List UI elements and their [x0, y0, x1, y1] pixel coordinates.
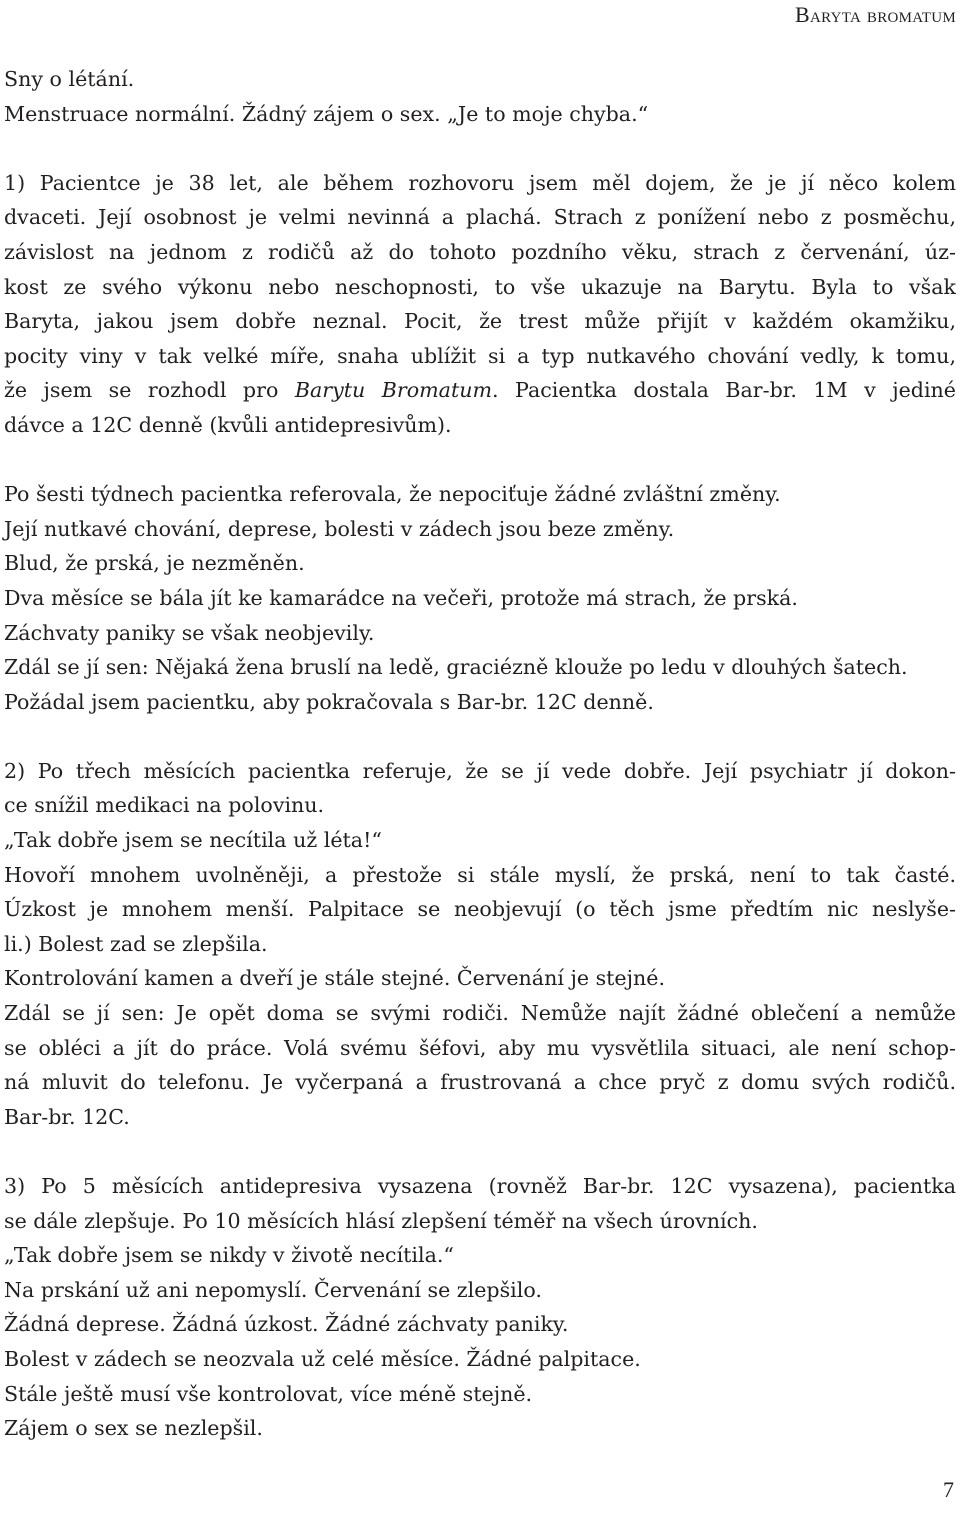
text-line: dávce a 12C denně (kvůli antidepresivům).: [4, 412, 452, 437]
running-header: Baryta bromatum: [795, 2, 956, 27]
text-line: ná mluvit do telefonu. Je vyčerpaná a frustrovaná a chce pryč z domu svých rodičů.: [4, 1070, 956, 1095]
text-line: Zdál se jí sen: Je opět doma se svými rodiči. Nemůže najít žádné oblečení a nemůže: [4, 1001, 956, 1026]
text-line: ce snížil medikaci na polovinu.: [4, 793, 325, 818]
page-number: 7: [943, 1477, 954, 1502]
document-body: [4, 62, 956, 1446]
paragraph-gap: [4, 1134, 956, 1169]
paragraph-gap: [4, 719, 956, 754]
text-line: Požádal jsem pacientku, aby pokračovala s Bar-br. 12C denně.: [4, 689, 654, 714]
remedy-line-before: že jsem se rozhodl pro: [4, 378, 295, 403]
text-line: Hovoří mnohem uvolněněji, a přestože si stále myslí, že prská, není to tak časté.: [4, 862, 956, 887]
quote-line: „Tak dobře jsem se necítila už léta!“: [4, 828, 382, 853]
text-line: dvaceti. Její osobnost je velmi nevinná a plachá. Strach z ponížení nebo z posměchu,: [4, 205, 956, 230]
text-line: Kontrolování kamen a dveří je stále stejné. Červenání je stejné.: [4, 966, 665, 991]
remedy-line-after: . Pacientka dostala Bar-br. 1M v jediné: [492, 378, 956, 403]
text-line: pocity viny v tak velké míře, snaha ublížit si a typ nutkavého chování vedly, k tomu,: [4, 343, 956, 368]
quote-line: „Tak dobře jsem se nikdy v životě necítila.“: [4, 1243, 454, 1268]
text-line: Zdál se jí sen: Nějaká žena bruslí na ledě, graciézně klouže po ledu v dlouhých šatech.: [4, 655, 908, 680]
case-1-section: [4, 166, 956, 443]
text-line: Bar-br. 12C.: [4, 1104, 130, 1129]
text-line: Úzkost je mnohem menší. Palpitace se neobjevují (o těch jsme předtím nic neslyše-: [4, 897, 956, 922]
text-line: závislost na jednom z rodičů až do tohoto pozdního věku, strach z červenání, úz-: [4, 239, 956, 264]
text-line: Po šesti týdnech pacientka referovala, že nepociťuje žádné zvláštní změny.: [4, 482, 781, 507]
text-line: li.) Bolest zad se zlepšila.: [4, 931, 268, 956]
text-line: se dále zlepšuje. Po 10 měsících hlásí zlepšení téměř na všech úrovních.: [4, 1208, 758, 1233]
paragraph-gap: [4, 131, 956, 166]
intro-section: [4, 62, 956, 131]
paragraph-gap: [4, 443, 956, 478]
text-line: Blud, že prská, je nezměněn.: [4, 551, 305, 576]
text-line: Zájem o sex se nezlepšil.: [4, 1416, 263, 1441]
text-line: 3) Po 5 měsících antidepresiva vysazena (rovněž Bar-br. 12C vysazena), pacientka: [4, 1174, 956, 1198]
text-line: Záchvaty paniky se však neobjevily.: [4, 620, 375, 645]
text-line: Její nutkavé chování, deprese, bolesti v zádech jsou beze změny.: [4, 516, 675, 541]
text-line: Na prskání už ani nepomyslí. Červenání se zlepšilo.: [4, 1277, 542, 1302]
text-line: Baryta, jakou jsem dobře neznal. Pocit, že trest může přijít v každém okamžiku,: [4, 309, 956, 334]
remedy-name: Barytu Bromatum: [294, 378, 493, 403]
text-line: kost ze svého výkonu nebo neschopnosti, to vše ukazuje na Barytu. Byla to však: [4, 274, 956, 299]
remedy-line: [4, 373, 956, 408]
text-line: 1) Pacientce je 38 let, ale během rozhovoru jsem měl dojem, že je jí něco kolem: [4, 170, 956, 195]
case-3-section: [4, 1169, 956, 1446]
text-line: Menstruace normální. Žádný zájem o sex. „Je to moje chyba.“: [4, 101, 649, 126]
case-2-section: [4, 754, 956, 1135]
text-line: se obléci a jít do práce. Volá svému šéfovi, aby mu vysvětlila situaci, ale není schop-: [4, 1035, 956, 1060]
text-line: Dva měsíce se bála jít ke kamarádce na večeři, protože má strach, že prská.: [4, 585, 798, 610]
text-line: Stále ještě musí vše kontrolovat, více méně stejně.: [4, 1381, 533, 1406]
text-line: 2) Po třech měsících pacientka referuje, že se jí vede dobře. Její psychiatr jí dokon-: [4, 758, 956, 783]
text-line: Žádná deprese. Žádná úzkost. Žádné záchvaty paniky.: [4, 1312, 569, 1337]
text-line: Bolest v zádech se neozvala už celé měsíce. Žádné palpitace.: [4, 1346, 641, 1371]
text-line: Sny o létání.: [4, 67, 135, 91]
followup-1-section: [4, 477, 956, 719]
